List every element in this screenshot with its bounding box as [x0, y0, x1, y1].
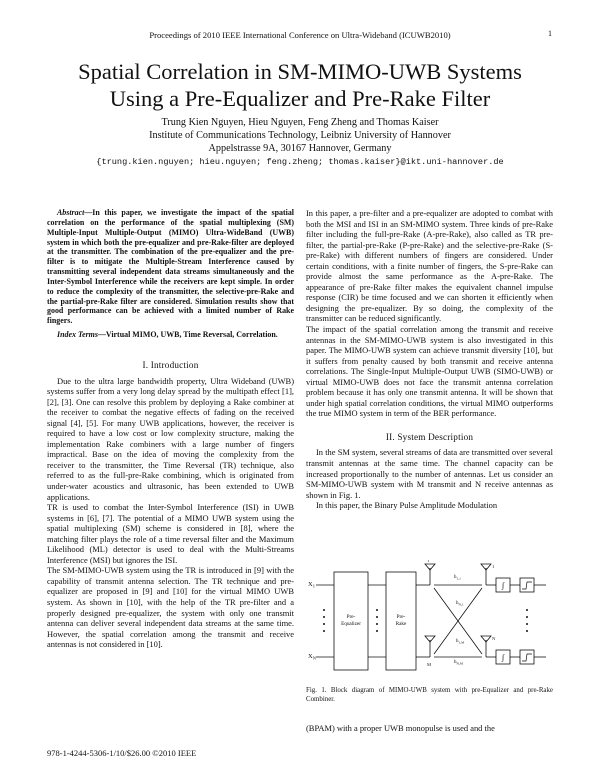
right-column-continuation: (BPAM) with a proper UWB monopulse is used and the	[306, 723, 495, 733]
footer-copyright: 978-1-4244-5306-1/10/$26.00 ©2010 IEEE	[47, 748, 197, 758]
abstract	[47, 208, 294, 326]
paper-title	[40, 58, 560, 112]
intro-paragraph-2: TR is used to combat the Inter-Symbol Interference (ISI) in UWB systems in [6], [7]. The potential of a MIMO UWB system using the spatial multiplexing (SM) scheme is considered in [8], where the matching filter plays the role of a time reversal filter and the Maximum Likelihood (ML) detector is used to deal with the Multi-Streams Interference (MSI) but ignores the ISI.	[47, 502, 294, 565]
detector-n	[520, 650, 534, 664]
authors: Trung Kien Nguyen, Hieu Nguyen, Feng Zheng and Thomas Kaiser	[161, 117, 439, 128]
page-number: 1	[548, 29, 552, 38]
pre-rake-label-1: Pre-	[396, 614, 406, 620]
input-ellipsis	[323, 609, 324, 631]
section-1-heading: I. Introduction	[142, 359, 199, 370]
integrator-n-symbol: ∫	[501, 653, 505, 662]
tx-antenna-1-label: 1	[427, 560, 430, 563]
right-paragraph-2: The impact of the spatial correlation among the transmit and receive antennas in the SM-MIMO-UWB system is also investigated in this paper. The MIMO-UWB system can achieve transmit diversity [10], but it suffers from penalty caused by both transmit and receive antenna correlations. The Single-Input Multiple-Output UWB (SIMO-UWB) or virtual MIMO-UWB does not face the transmit antenna correlation problem because it has only one transmit antenna. It will be shown that under high spatial correlation conditions, the virtual MIMO outperforms the true MIMO system in term of the BER performance.	[306, 324, 553, 419]
affiliation: Institute of Communications Technology, Leibniz University of Hannover	[149, 130, 451, 141]
detector-1	[520, 578, 534, 592]
abstract-label: Abstract	[57, 208, 85, 217]
title-line-1: Spatial Correlation in SM-MIMO-UWB Systems	[78, 59, 522, 84]
pre-equalizer-label-2: Equalizer	[341, 621, 361, 627]
left-column	[47, 208, 294, 650]
figure-caption: Fig. 1. Block diagram of MIMO-UWB system with pre-Equalizer and pre-Rake Combiner.	[306, 687, 553, 703]
rx-antenna-1-label: 1	[492, 564, 495, 569]
address: Appelstrasse 9A, 30167 Hannover, Germany	[208, 143, 392, 154]
system-paragraph-2: In this paper, the Binary Pulse Amplitude Modulation	[316, 500, 498, 511]
hn1-label: $h_{N,1}$	[456, 601, 464, 607]
abstract-text: —In this paper, we investigate the impact of the spatial correlation on the performance of the spatial multiplexing (SM) Multiple-Input Multiple-Output (MIMO) Ultra-WideBand (UWB) system in which both the pre-equalizer and pre-Rake-filter are deployed at the transmitter. The combination of the pre-equalizer and the pre-filter is to mitigate the Multiple-Stream Interference caused by transmitting several independent data streams simultaneously and the Inter-Symbol Interference while the receivers are kept simple. In order to reduce the complexity of the transmitter, the selective-pre-Rake and the partial-pre-Rake filter are considered. Simulation results show that good performance can be achieved with a limited number of Rake fingers.	[47, 208, 294, 326]
title-line-2: Using a Pre-Equalizer and Pre-Rake Filter	[109, 86, 491, 111]
conference-header: Proceedings of 2010 IEEE International Conference on Ultra-Wideband (ICUWB2010)	[149, 30, 451, 40]
input-x1-label: $X_1$	[308, 581, 315, 589]
author-emails: {trung.kien.nguyen; hieu.nguyen; feng.zheng; thomas.kaiser}@ikt.uni-hannover.de	[96, 157, 504, 167]
index-terms-label: Index Terms	[57, 330, 98, 340]
right-paragraph-1: In this paper, a pre-filter and a pre-equalizer are adopted to combat with both the MSI and ISI in an SM-MIMO system. Three kinds of pre-Rake filter including the full-pre-Rake (A-pre-Rake), also called as TR pre-filter, the partial-pre-Rake (P-pre-Rake) and the selective-pre-Rake (S-pre-Rake) with different numbers of fingers are considered. Under certain conditions, with a finite number of fingers, the S-pre-Rake can provide almost the same performance as the A-pre-Rake. The appearance of pre-Rake filter makes the equivalent channel impulse response (CIR) be time focused and we can shorten it efficiently when designing the pre-equalizer. By so doing, the complexity of the transmitter can be reduced significantly.	[306, 208, 553, 324]
section-2-heading: II. System Description	[385, 431, 474, 442]
system-paragraph-1: In the SM system, several streams of data are transmitted over several transmit antennas at the same time. The channel capacity can be increased proportionally to the number of antennas. Let us consider an SM-MIMO-UWB system with M transmit and N receive antennas as shown in Fig. 1.	[306, 447, 553, 500]
rx-antenna-n-label: N	[492, 636, 496, 641]
block-diagram-figure	[306, 560, 556, 682]
input-xn-label: $X_N$	[308, 653, 316, 661]
h11-label: $h_{1,1}$	[454, 575, 461, 581]
index-terms-text: —Virtual MIMO, UWB, Time Reversal, Correlation.	[97, 330, 278, 340]
tx-antenna-m-label: M	[427, 662, 432, 667]
right-column	[306, 208, 553, 511]
index-terms	[47, 330, 294, 340]
pre-rake-label-2: Rake	[395, 621, 407, 627]
intro-paragraph-3: The SM-MIMO-UWB system using the TR is introduced in [9] with the capability of transmit antenna selection. The TR technique and pre-equalizer are proposed in [9] and [10] for the virtual MIMO UWB system. As shown in [10], with the help of the TR pre-filter and a properly designed pre-equalizer, the system with only one transmit antenna can deliver several independent data streams at the same time. However, the spatial correlation among the transmit and receive antennas is not considered in [10].	[47, 565, 294, 650]
h1m-label: $h_{1,M}$	[456, 639, 465, 645]
integrator-1-symbol: ∫	[501, 581, 505, 590]
hnm-label: $h_{N,M}$	[454, 660, 464, 666]
pre-equalizer-label-1: Pre-	[346, 614, 356, 620]
intro-paragraph-1: Due to the ultra large bandwidth property, Ultra Wideband (UWB) systems suffer from a very long delay spread by the multipath effect [1], [2], [3]. One can resolve this problem by deploying a Rake combiner at the receiver to combat the negative effects of fading on the received signal [4], [5]. For many UWB applications, however, the receiver is required to have a low cost or low complexity structure, making the implementation Rake combiners with a large number of fingers impractical. Base on the idea of moving the complexity from the receiver to the transmitter, the Time Reversal (TR) technique, also referred to as the full-pre-Rake combining, which is originated from under-water acoustics and ultrasonic, has been extended to UWB applications.	[47, 375, 294, 502]
